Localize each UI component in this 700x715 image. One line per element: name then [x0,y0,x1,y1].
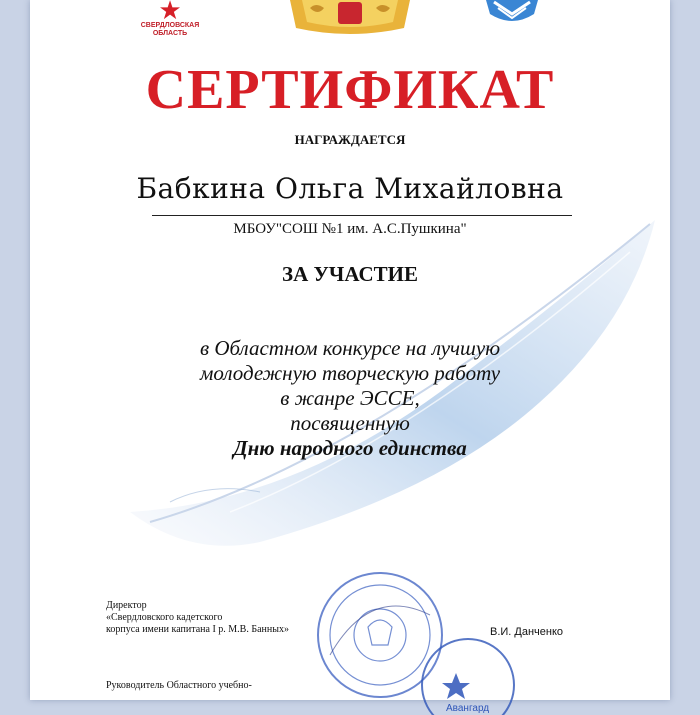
description-line-4: посвященную [290,411,410,435]
name-underline [152,215,572,216]
director-org-line1: «Свердловского кадетского [106,612,223,623]
participation-heading: ЗА УЧАСТИЕ [282,262,418,286]
blue-shield-emblem-icon [482,0,542,26]
coat-of-arms-icon [280,0,420,36]
description-line-2: молодежную творческую работу [199,361,501,385]
red-star-icon: ★ [158,0,182,26]
school-name: МБОУ"СОШ №1 им. А.С.Пушкина" [233,221,467,237]
stamp-avangard-text: Авангард [446,703,490,714]
award-description [30,336,670,461]
certificate-title: СЕРТИФИКАТ [145,59,555,121]
region-logo-line1: СВЕРДЛОВСКАЯ [140,22,200,29]
avangard-stamp-icon [408,625,528,715]
recipient-name: Бабкина Ольга Михайловна [136,172,564,205]
certificate-sheet [30,0,670,714]
director-signature-block [106,600,406,636]
logo-row [30,0,670,42]
director-org-line2: корпуса имени капитана I р. М.В. Банных» [106,624,289,635]
director-name: В.И. Данченко [490,626,564,638]
region-logo-line2: ОБЛАСТЬ [152,30,188,37]
description-line-1: в Областном конкурсе на лучшую [199,336,501,360]
awarded-label: НАГРАЖДАЕТСЯ [294,132,406,147]
sverdlovsk-region-logo [130,0,210,40]
description-line-3: в жанре ЭССЕ, [280,386,420,410]
description-highlight: Дню народного единства [233,436,467,460]
second-signatory-title: Руководитель Областного учебно- [106,680,252,691]
director-title: Директор [106,600,147,611]
